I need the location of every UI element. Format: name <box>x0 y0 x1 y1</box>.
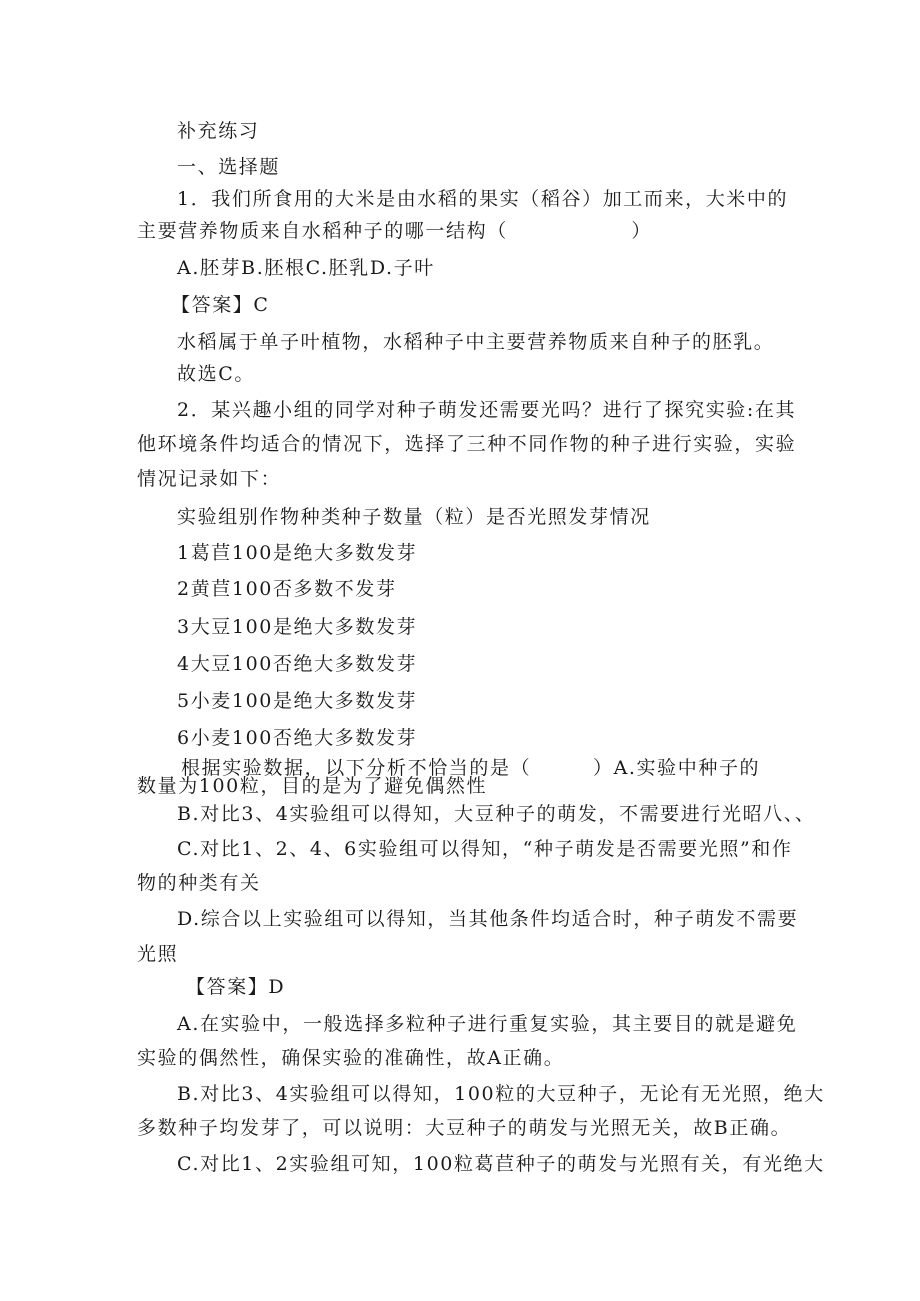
q2-explain-a-line2: 实验的偶然性，确保实验的准确性，故A正确。 <box>137 1047 565 1069</box>
q1-conclusion: 故选C。 <box>177 363 255 385</box>
q1-answer: 【答案】C <box>171 294 270 316</box>
q2-answer: 【答案】D <box>186 976 286 998</box>
q2-stem-line1: 根据实验数据，以下分析不恰当的是（ ）A.实验中种子的 <box>181 757 761 779</box>
table-header: 实验组别作物种类种子数量（粒）是否光照发芽情况 <box>177 506 651 528</box>
table-row: 1葛苣100是绝大多数发芽 <box>177 542 418 564</box>
q2-explain-b-line1: B.对比3、4实验组可以得知，100粒的大豆种子，无论有无光照，绝大 <box>177 1083 825 1105</box>
q2-line3: 情况记录如下： <box>137 468 282 490</box>
table-row: 5小麦100是绝大多数发芽 <box>177 690 418 712</box>
q1-line1: 1．我们所食用的大米是由水稻的果实（稻谷）加工而来，大米中的 <box>177 188 789 210</box>
q2-option-c-line1: C.对比1、2、4、6实验组可以得知，“种子萌发是否需要光照”和作 <box>177 838 793 860</box>
q2-option-d-line1: D.综合以上实验组可以得知，当其他条件均适合时，种子萌发不需要 <box>177 908 799 930</box>
q2-explain-c-line1: C.对比1、2实验组可知，100粒葛苣种子的萌发与光照有关，有光绝大 <box>177 1153 825 1175</box>
q2-option-b: B.对比3、4实验组可以得知，大豆种子的萌发，不需要进行光昭八、、 <box>177 803 816 825</box>
q2-stem-line2: 数量为100粒，目的是为了避免偶然性 <box>137 775 488 797</box>
q2-explain-a-line1: A.在实验中，一般选择多粒种子进行重复实验，其主要目的就是避免 <box>177 1013 798 1035</box>
q2-option-d-line2: 光照 <box>137 943 179 965</box>
q1-explanation: 水稻属于单子叶植物，水稻种子中主要营养物质来自种子的胚乳。 <box>177 331 775 353</box>
table-row: 2黄苣100否多数不发芽 <box>177 578 397 600</box>
q2-line1: 2．某兴趣小组的同学对种子萌发还需要光吗？进行了探究实验:在其 <box>177 399 797 421</box>
section-title: 补充练习 <box>177 120 260 142</box>
q2-explain-b-line2: 多数种子均发芽了，可以说明：大豆种子的萌发与光照无关，故B正确。 <box>137 1117 792 1139</box>
q1-line2: 主要营养物质来自水稻种子的哪一结构（ ） <box>137 220 653 242</box>
q2-line2: 他环境条件均适合的情况下，选择了三种不同作物的种子进行实验，实验 <box>137 433 797 455</box>
q1-options: A.胚芽B.胚根C.胚乳D.子叶 <box>177 257 435 279</box>
q2-option-c-line2: 物的种类有关 <box>137 872 261 894</box>
table-row: 6小麦100否绝大多数发芽 <box>177 727 418 749</box>
table-row: 4大豆100否绝大多数发芽 <box>177 653 418 675</box>
table-row: 3大豆100是绝大多数发芽 <box>177 616 418 638</box>
section-heading: 一、选择题 <box>177 156 281 178</box>
